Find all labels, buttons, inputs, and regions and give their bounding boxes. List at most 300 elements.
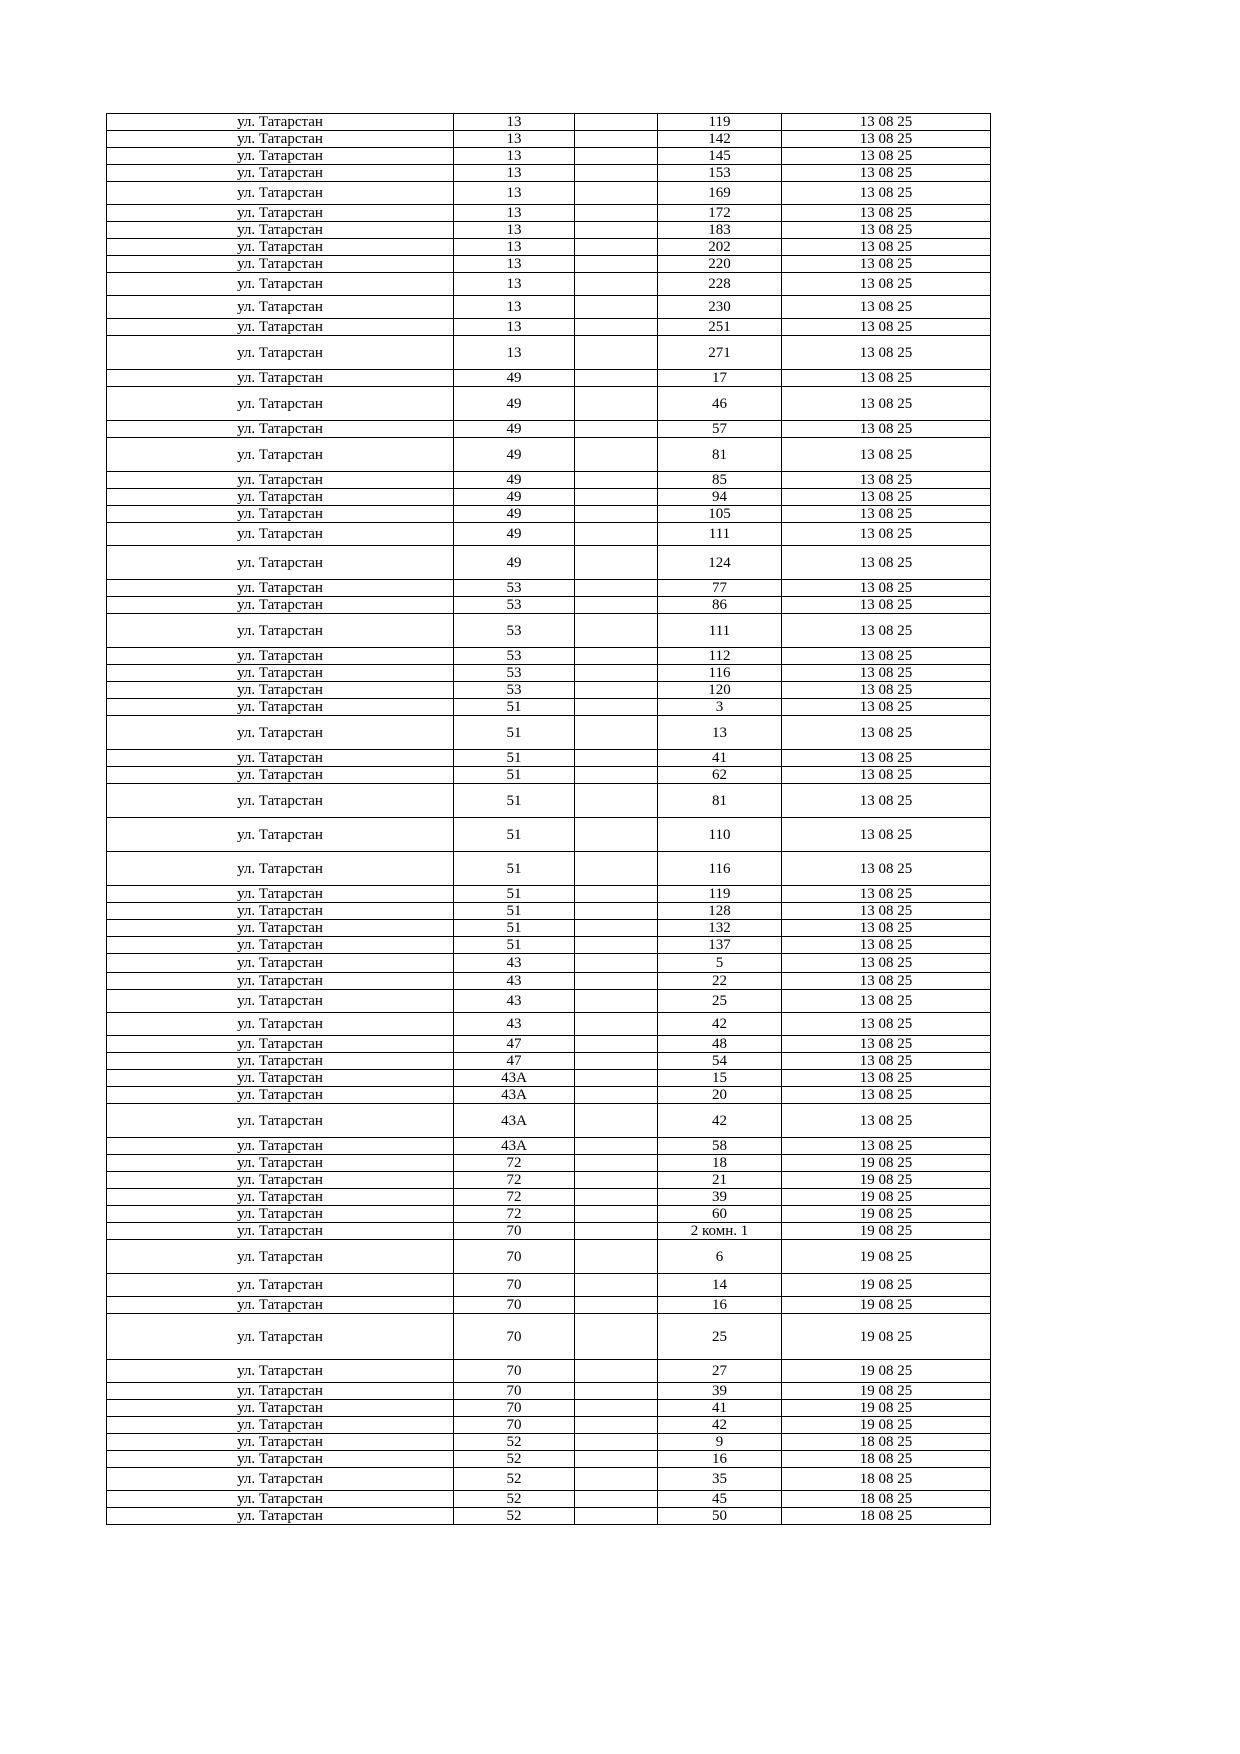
street-cell: ул. Татарстан (107, 1400, 454, 1417)
house-number-cell: 70 (454, 1383, 575, 1400)
street-cell: ул. Татарстан (107, 903, 454, 920)
table-row (107, 1189, 991, 1206)
table-row (107, 973, 991, 990)
empty-cell (575, 682, 658, 699)
street-cell: ул. Татарстан (107, 489, 454, 506)
date-cell: 13 08 25 (782, 296, 991, 319)
street-cell: ул. Татарстан (107, 1383, 454, 1400)
street-cell: ул. Татарстан (107, 296, 454, 319)
apartment-number-cell: 17 (658, 370, 782, 387)
empty-cell (575, 973, 658, 990)
date-cell: 13 08 25 (782, 886, 991, 903)
street-cell: ул. Татарстан (107, 920, 454, 937)
street-cell: ул. Татарстан (107, 239, 454, 256)
street-cell: ул. Татарстан (107, 1206, 454, 1223)
empty-cell (575, 1491, 658, 1508)
table-row (107, 370, 991, 387)
empty-cell (575, 205, 658, 222)
apartment-number-cell: 39 (658, 1189, 782, 1206)
house-number-cell: 13 (454, 205, 575, 222)
apartment-number-cell: 120 (658, 682, 782, 699)
house-number-cell: 51 (454, 699, 575, 716)
empty-cell (575, 506, 658, 523)
date-cell: 19 08 25 (782, 1400, 991, 1417)
apartment-number-cell: 58 (658, 1138, 782, 1155)
house-number-cell: 70 (454, 1400, 575, 1417)
empty-cell (575, 954, 658, 973)
empty-cell (575, 1087, 658, 1104)
date-cell: 19 08 25 (782, 1383, 991, 1400)
table-row (107, 1468, 991, 1491)
empty-cell (575, 614, 658, 648)
apartment-number-cell: 77 (658, 580, 782, 597)
empty-cell (575, 580, 658, 597)
date-cell: 19 08 25 (782, 1172, 991, 1189)
table-row (107, 852, 991, 886)
empty-cell (575, 767, 658, 784)
street-cell: ул. Татарстан (107, 1155, 454, 1172)
table-row (107, 818, 991, 852)
table-row (107, 296, 991, 319)
table-row (107, 1240, 991, 1274)
house-number-cell: 53 (454, 648, 575, 665)
street-cell: ул. Татарстан (107, 580, 454, 597)
street-cell: ул. Татарстан (107, 506, 454, 523)
house-number-cell: 52 (454, 1508, 575, 1525)
table-row (107, 239, 991, 256)
table-row (107, 1383, 991, 1400)
street-cell: ул. Татарстан (107, 937, 454, 954)
street-cell: ул. Татарстан (107, 1036, 454, 1053)
date-cell: 13 08 25 (782, 165, 991, 182)
apartment-number-cell: 50 (658, 1508, 782, 1525)
date-cell: 13 08 25 (782, 438, 991, 472)
street-cell: ул. Татарстан (107, 852, 454, 886)
house-number-cell: 13 (454, 131, 575, 148)
date-cell: 13 08 25 (782, 767, 991, 784)
house-number-cell: 13 (454, 296, 575, 319)
table-row (107, 784, 991, 818)
empty-cell (575, 523, 658, 546)
date-cell: 13 08 25 (782, 852, 991, 886)
empty-cell (575, 1508, 658, 1525)
table-row (107, 1508, 991, 1525)
street-cell: ул. Татарстан (107, 1070, 454, 1087)
house-number-cell: 49 (454, 506, 575, 523)
house-number-cell: 53 (454, 597, 575, 614)
apartment-number-cell: 14 (658, 1274, 782, 1297)
street-cell: ул. Татарстан (107, 665, 454, 682)
apartment-number-cell: 15 (658, 1070, 782, 1087)
table-row (107, 682, 991, 699)
street-cell: ул. Татарстан (107, 1468, 454, 1491)
house-number-cell: 13 (454, 319, 575, 336)
house-number-cell: 70 (454, 1360, 575, 1383)
house-number-cell: 51 (454, 818, 575, 852)
empty-cell (575, 1400, 658, 1417)
date-cell: 13 08 25 (782, 784, 991, 818)
date-cell: 19 08 25 (782, 1297, 991, 1314)
empty-cell (575, 421, 658, 438)
empty-cell (575, 182, 658, 205)
empty-cell (575, 1053, 658, 1070)
table-row (107, 614, 991, 648)
street-cell: ул. Татарстан (107, 648, 454, 665)
empty-cell (575, 937, 658, 954)
apartment-number-cell: 142 (658, 131, 782, 148)
street-cell: ул. Татарстан (107, 699, 454, 716)
apartment-number-cell: 6 (658, 1240, 782, 1274)
date-cell: 13 08 25 (782, 1070, 991, 1087)
street-cell: ул. Татарстан (107, 131, 454, 148)
house-number-cell: 70 (454, 1240, 575, 1274)
house-number-cell: 43А (454, 1087, 575, 1104)
date-cell: 13 08 25 (782, 387, 991, 421)
house-number-cell: 43А (454, 1104, 575, 1138)
date-cell: 19 08 25 (782, 1189, 991, 1206)
table-row (107, 886, 991, 903)
house-number-cell: 51 (454, 937, 575, 954)
street-cell: ул. Татарстан (107, 1508, 454, 1525)
street-cell: ул. Татарстан (107, 370, 454, 387)
table-row (107, 1070, 991, 1087)
date-cell: 13 08 25 (782, 1036, 991, 1053)
date-cell: 13 08 25 (782, 818, 991, 852)
date-cell: 19 08 25 (782, 1360, 991, 1383)
apartment-number-cell: 228 (658, 273, 782, 296)
date-cell: 13 08 25 (782, 472, 991, 489)
house-number-cell: 53 (454, 614, 575, 648)
table-row (107, 1104, 991, 1138)
empty-cell (575, 1104, 658, 1138)
house-number-cell: 51 (454, 886, 575, 903)
table-row (107, 1172, 991, 1189)
table-row (107, 1417, 991, 1434)
table-row (107, 665, 991, 682)
table-row (107, 903, 991, 920)
date-cell: 19 08 25 (782, 1417, 991, 1434)
house-number-cell: 51 (454, 784, 575, 818)
street-cell: ул. Татарстан (107, 1451, 454, 1468)
date-cell: 13 08 25 (782, 648, 991, 665)
table-row (107, 1400, 991, 1417)
apartment-number-cell: 60 (658, 1206, 782, 1223)
empty-cell (575, 818, 658, 852)
street-cell: ул. Татарстан (107, 1240, 454, 1274)
empty-cell (575, 239, 658, 256)
date-cell: 13 08 25 (782, 239, 991, 256)
house-number-cell: 49 (454, 370, 575, 387)
house-number-cell: 53 (454, 580, 575, 597)
empty-cell (575, 1451, 658, 1468)
house-number-cell: 43 (454, 973, 575, 990)
table-row (107, 1360, 991, 1383)
apartment-number-cell: 105 (658, 506, 782, 523)
empty-cell (575, 1360, 658, 1383)
house-number-cell: 70 (454, 1223, 575, 1240)
date-cell: 13 08 25 (782, 1138, 991, 1155)
table-row (107, 273, 991, 296)
date-cell: 13 08 25 (782, 273, 991, 296)
empty-cell (575, 1274, 658, 1297)
date-cell: 13 08 25 (782, 903, 991, 920)
empty-cell (575, 597, 658, 614)
table-row (107, 954, 991, 973)
empty-cell (575, 716, 658, 750)
table-row (107, 506, 991, 523)
street-cell: ул. Татарстан (107, 472, 454, 489)
empty-cell (575, 750, 658, 767)
date-cell: 13 08 25 (782, 1087, 991, 1104)
empty-cell (575, 1417, 658, 1434)
table-row (107, 648, 991, 665)
street-cell: ул. Татарстан (107, 256, 454, 273)
street-cell: ул. Татарстан (107, 114, 454, 131)
empty-cell (575, 472, 658, 489)
date-cell: 13 08 25 (782, 716, 991, 750)
date-cell: 18 08 25 (782, 1451, 991, 1468)
date-cell: 13 08 25 (782, 489, 991, 506)
date-cell: 13 08 25 (782, 682, 991, 699)
street-cell: ул. Татарстан (107, 1104, 454, 1138)
date-cell: 13 08 25 (782, 954, 991, 973)
apartment-number-cell: 116 (658, 665, 782, 682)
house-number-cell: 52 (454, 1491, 575, 1508)
table-row (107, 421, 991, 438)
house-number-cell: 72 (454, 1206, 575, 1223)
table-row (107, 489, 991, 506)
empty-cell (575, 1070, 658, 1087)
apartment-number-cell: 220 (658, 256, 782, 273)
apartment-number-cell: 2 комн. 1 (658, 1223, 782, 1240)
house-number-cell: 13 (454, 222, 575, 239)
apartment-number-cell: 39 (658, 1383, 782, 1400)
apartment-number-cell: 42 (658, 1013, 782, 1036)
apartment-number-cell: 16 (658, 1297, 782, 1314)
street-cell: ул. Татарстан (107, 319, 454, 336)
street-cell: ул. Татарстан (107, 1087, 454, 1104)
street-cell: ул. Татарстан (107, 1360, 454, 1383)
date-cell: 18 08 25 (782, 1491, 991, 1508)
apartment-number-cell: 20 (658, 1087, 782, 1104)
apartment-number-cell: 81 (658, 438, 782, 472)
street-cell: ул. Татарстан (107, 421, 454, 438)
house-number-cell: 49 (454, 421, 575, 438)
table-row (107, 387, 991, 421)
table-row (107, 1491, 991, 1508)
empty-cell (575, 165, 658, 182)
date-cell: 13 08 25 (782, 665, 991, 682)
street-cell: ул. Татарстан (107, 1189, 454, 1206)
table-row (107, 1297, 991, 1314)
house-number-cell: 13 (454, 239, 575, 256)
house-number-cell: 49 (454, 387, 575, 421)
apartment-number-cell: 271 (658, 336, 782, 370)
street-cell: ул. Татарстан (107, 990, 454, 1013)
apartment-number-cell: 27 (658, 1360, 782, 1383)
apartment-number-cell: 183 (658, 222, 782, 239)
street-cell: ул. Татарстан (107, 1053, 454, 1070)
street-cell: ул. Татарстан (107, 1223, 454, 1240)
house-number-cell: 13 (454, 165, 575, 182)
house-number-cell: 49 (454, 472, 575, 489)
empty-cell (575, 1434, 658, 1451)
table-row (107, 1206, 991, 1223)
apartment-number-cell: 81 (658, 784, 782, 818)
date-cell: 18 08 25 (782, 1434, 991, 1451)
empty-cell (575, 1189, 658, 1206)
street-cell: ул. Татарстан (107, 818, 454, 852)
date-cell: 13 08 25 (782, 131, 991, 148)
apartment-number-cell: 3 (658, 699, 782, 716)
date-cell: 13 08 25 (782, 973, 991, 990)
empty-cell (575, 1297, 658, 1314)
table-row (107, 716, 991, 750)
apartment-number-cell: 22 (658, 973, 782, 990)
table-row (107, 1053, 991, 1070)
apartment-number-cell: 16 (658, 1451, 782, 1468)
empty-cell (575, 273, 658, 296)
table-row (107, 1434, 991, 1451)
street-cell: ул. Татарстан (107, 165, 454, 182)
house-number-cell: 52 (454, 1434, 575, 1451)
table-row (107, 1036, 991, 1053)
date-cell: 13 08 25 (782, 580, 991, 597)
empty-cell (575, 1155, 658, 1172)
empty-cell (575, 1138, 658, 1155)
empty-cell (575, 370, 658, 387)
empty-cell (575, 1240, 658, 1274)
empty-cell (575, 784, 658, 818)
apartment-number-cell: 9 (658, 1434, 782, 1451)
apartment-number-cell: 46 (658, 387, 782, 421)
street-cell: ул. Татарстан (107, 438, 454, 472)
date-cell: 18 08 25 (782, 1468, 991, 1491)
empty-cell (575, 648, 658, 665)
house-number-cell: 53 (454, 665, 575, 682)
empty-cell (575, 1314, 658, 1360)
date-cell: 13 08 25 (782, 205, 991, 222)
street-cell: ул. Татарстан (107, 387, 454, 421)
table-row (107, 1451, 991, 1468)
date-cell: 13 08 25 (782, 546, 991, 580)
apartment-number-cell: 251 (658, 319, 782, 336)
empty-cell (575, 336, 658, 370)
date-cell: 13 08 25 (782, 523, 991, 546)
house-number-cell: 52 (454, 1468, 575, 1491)
street-cell: ул. Татарстан (107, 973, 454, 990)
date-cell: 19 08 25 (782, 1223, 991, 1240)
date-cell: 13 08 25 (782, 597, 991, 614)
house-number-cell: 43А (454, 1070, 575, 1087)
empty-cell (575, 990, 658, 1013)
date-cell: 13 08 25 (782, 148, 991, 165)
apartment-number-cell: 124 (658, 546, 782, 580)
empty-cell (575, 920, 658, 937)
table-row (107, 148, 991, 165)
date-cell: 13 08 25 (782, 506, 991, 523)
date-cell: 18 08 25 (782, 1508, 991, 1525)
empty-cell (575, 256, 658, 273)
table-row (107, 222, 991, 239)
apartment-number-cell: 62 (658, 767, 782, 784)
table-row (107, 1314, 991, 1360)
house-number-cell: 72 (454, 1155, 575, 1172)
empty-cell (575, 387, 658, 421)
empty-cell (575, 222, 658, 239)
empty-cell (575, 489, 658, 506)
empty-cell (575, 699, 658, 716)
street-cell: ул. Татарстан (107, 336, 454, 370)
apartment-number-cell: 116 (658, 852, 782, 886)
date-cell: 13 08 25 (782, 319, 991, 336)
apartment-number-cell: 41 (658, 750, 782, 767)
apartment-number-cell: 41 (658, 1400, 782, 1417)
house-number-cell: 51 (454, 750, 575, 767)
table-row (107, 699, 991, 716)
date-cell: 13 08 25 (782, 614, 991, 648)
apartment-number-cell: 153 (658, 165, 782, 182)
apartment-number-cell: 112 (658, 648, 782, 665)
street-cell: ул. Татарстан (107, 614, 454, 648)
empty-cell (575, 665, 658, 682)
empty-cell (575, 886, 658, 903)
house-number-cell: 51 (454, 852, 575, 886)
house-number-cell: 70 (454, 1274, 575, 1297)
house-number-cell: 52 (454, 1451, 575, 1468)
street-cell: ул. Татарстан (107, 1172, 454, 1189)
apartment-number-cell: 145 (658, 148, 782, 165)
street-cell: ул. Татарстан (107, 1417, 454, 1434)
street-cell: ул. Татарстан (107, 182, 454, 205)
table-row (107, 523, 991, 546)
street-cell: ул. Татарстан (107, 1138, 454, 1155)
table-row (107, 114, 991, 131)
date-cell: 13 08 25 (782, 421, 991, 438)
date-cell: 13 08 25 (782, 699, 991, 716)
table-row (107, 580, 991, 597)
street-cell: ул. Татарстан (107, 1434, 454, 1451)
table-row (107, 546, 991, 580)
street-cell: ул. Татарстан (107, 1013, 454, 1036)
street-cell: ул. Татарстан (107, 597, 454, 614)
apartment-number-cell: 85 (658, 472, 782, 489)
table-row (107, 1138, 991, 1155)
street-cell: ул. Татарстан (107, 716, 454, 750)
street-cell: ул. Татарстан (107, 750, 454, 767)
apartment-number-cell: 169 (658, 182, 782, 205)
date-cell: 13 08 25 (782, 920, 991, 937)
apartment-number-cell: 35 (658, 1468, 782, 1491)
house-number-cell: 70 (454, 1297, 575, 1314)
empty-cell (575, 131, 658, 148)
date-cell: 13 08 25 (782, 370, 991, 387)
apartment-number-cell: 111 (658, 523, 782, 546)
apartment-number-cell: 110 (658, 818, 782, 852)
address-table-body (107, 114, 991, 1525)
table-row (107, 205, 991, 222)
table-row (107, 1223, 991, 1240)
street-cell: ул. Татарстан (107, 148, 454, 165)
house-number-cell: 43А (454, 1138, 575, 1155)
date-cell: 19 08 25 (782, 1314, 991, 1360)
apartment-number-cell: 132 (658, 920, 782, 937)
street-cell: ул. Татарстан (107, 273, 454, 296)
table-row (107, 990, 991, 1013)
street-cell: ул. Татарстан (107, 954, 454, 973)
empty-cell (575, 114, 658, 131)
house-number-cell: 49 (454, 438, 575, 472)
